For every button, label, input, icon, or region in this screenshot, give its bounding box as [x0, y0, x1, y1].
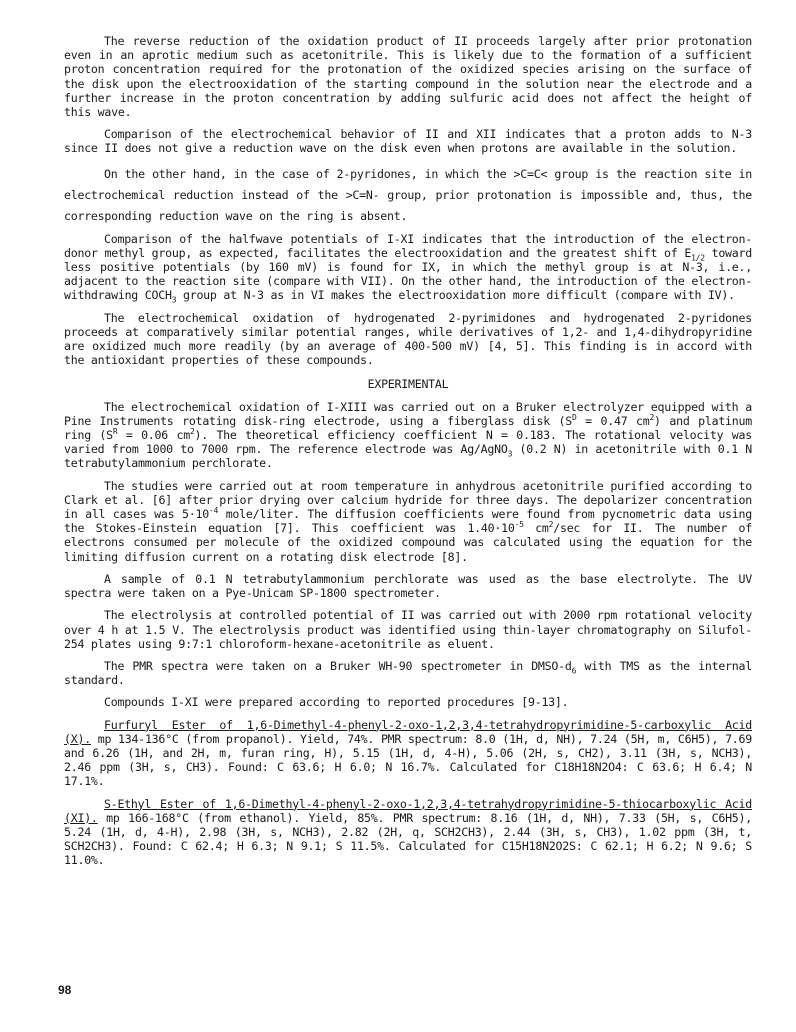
compound-title-xi: S-Ethyl Ester of 1,6-Dimethyl-4-phenyl-2-oxo-1,2,3,4-tetrahydropyrimidine-5-thiocarboxylic Acid (XI).: [64, 796, 752, 825]
experimental-paragraph-electrolyte: A sample of 0.1 N tetrabutylammonium perchlorate was used as the base electrolyte. The UV spectra were taken on a Pye-Unicam SP-1800 spectrometer.: [64, 571, 752, 601]
compound-entry-x: Furfuryl Ester of 1,6-Dimethyl-4-phenyl-2-oxo-1,2,3,4-tetrahydropyrimidine-5-carboxylic Acid (X). mp 134-136°C (from propanol). Yield, 74%. PMR spectrum: 8.0 (1H, d, NH), 7.24 (5H, m, C6H5), 7.69 and 6.26 (1H, and 2H, m, furan ring, H), 5.15 (1H, d, 4-H), 5.06 (2H, s, CH2), 3.11 (3H, s, NCH3), 2.46 ppm (3H, s, CH3). Found: C 63.6; H 6.0; N 16.7%. Calculated for C18H18N2O4: C 63.6; H 6.4; N 17.1%.: [64, 717, 752, 789]
section-heading-experimental: EXPERIMENTAL: [367, 377, 449, 392]
body-paragraph-hydrogenated: The electrochemical oxidation of hydrogenated 2-pyrimidones and hydrogenated 2-pyridones proceeds at comparatively similar potential ranges, while derivatives of 1,2- and 1,4-dihydropyridine are oxidized much more readily (by an average of 400-500 mV) [4, 5]. This finding is in accord with the antioxidant properties of these compounds.: [64, 310, 752, 368]
experimental-paragraph-electrolysis: The electrolysis at controlled potential of II was carried out with 2000 rpm rotational velocity over 4 h at 1.5 V. The electrolysis product was identified using thin-layer chromatography on Silufol-254 plates using 9:7:1 chloroform-hexane-acetonitrile as eluent.: [64, 608, 752, 651]
body-paragraph-comparison-ii-xii: Comparison of the electrochemical behavior of II and XII indicates that a proton adds to N-3 since II does not give a reduction wave on the disk even when protons are available in the solution.: [64, 127, 752, 156]
compound-title-x: Furfuryl Ester of 1,6-Dimethyl-4-phenyl-2-oxo-1,2,3,4-tetrahydropyrimidine-5-carboxylic Acid (X).: [64, 717, 752, 746]
experimental-paragraph-pmr: The PMR spectra were taken on a Bruker WH-90 spectrometer in DMSO-$d_6$ with TMS as the internal standard.: [64, 658, 752, 688]
compound-entry-xi: S-Ethyl Ester of 1,6-Dimethyl-4-phenyl-2-oxo-1,2,3,4-tetrahydropyrimidine-5-thiocarboxylic Acid (XI). mp 166-168°C (from ethanol). Yield, 85%. PMR spectrum: 8.16 (1H, d, NH), 7.33 (5H, s, C6H5), 5.24 (1H, d, 4-H), 2.98 (3H, s, NCH3), 2.82 (2H, q, SCH2CH3), 2.44 (3H, s, CH3), 1.02 ppm (3H, t, SCH2CH3). Found: C 62.4; H 6.3; N 9.1; S 11.5%. Calculated for C15H18N2O2S: C 62.1; H 6.2; N 9.6; S 11.0%.: [64, 796, 752, 868]
page-number: 98: [58, 983, 72, 997]
body-paragraph-pyridones: On the other hand, in the case of 2-pyridones, in which the >C=C< group is the reaction site in electrochemical reduction instead of the >C=N- group, prior protonation is impossible and, thus, the corresponding reduction wave on the ring is absent.: [64, 166, 752, 223]
experimental-paragraph-compounds: Compounds I-XI were prepared according to reported procedures [9-13].: [104, 695, 569, 710]
experimental-paragraph-conditions: The studies were carried out at room temperature in anhydrous acetonitrile purified according to Clark et al. [6] after prior drying over calcium hydride for three days. The depolarizer concentration in all cases was $5\cdot 10^{-4}$ mole/liter. The diffusion coefficients were found from pycnometric data using the Stokes-Einstein equation [7]. This coefficient was $1.40\cdot 10^{-5}$ $cm^2/\sec$ for II. The number of electrons consumed per molecule of the oxidized compound was calculated using the equation for the limiting diffusion current on a rotating disk electrode [8].: [64, 478, 752, 564]
experimental-paragraph-apparatus: The electrochemical oxidation of I-XIII was carried out on a Bruker electrolyzer equipped with a Pine Instruments rotating disk-ring electrode, using a fiberglass disk ($S^D = 0.47$ $cm^2$) and platinum ring ($S^R = 0.06$ $cm^2$). The theoretical efficiency coefficient N = 0.183. The rotational velocity was varied from 1000 to 7000 rpm. The reference electrode was Ag/AgNO$_3$ (0.2 N) in acetonitrile with 0.1 N tetrabutylammonium perchlorate.: [64, 399, 752, 471]
body-paragraph-reverse-reduction: The reverse reduction of the oxidation product of II proceeds largely after prior protonation even in an aprotic medium such as acetonitrile. This is likely due to the formation of a sufficient proton concentration required for the protonation of the oxidized species arising on the surface of the disk upon the electrooxidation of the starting compound in the solution near the electrode and a further increase in the proton concentration by adding sulfuric acid does not affect the height of this wave.: [64, 34, 752, 120]
body-paragraph-halfwave: Comparison of the halfwave potentials of I-XI indicates that the introduction of the electron-donor methyl group, as expected, facilitates the electrooxidation and the greatest shift of $E_{1/2}$ toward less positive potentials (by 160 mV) is found for IX, in which the methyl group is at N-3, i.e., adjacent to the reaction site (compare with VII). On the other hand, the introduction of the electron-withdrawing $COCH_3$ group at N-3 as in VI makes the electrooxidation more difficult (compare with IV).: [64, 231, 752, 305]
